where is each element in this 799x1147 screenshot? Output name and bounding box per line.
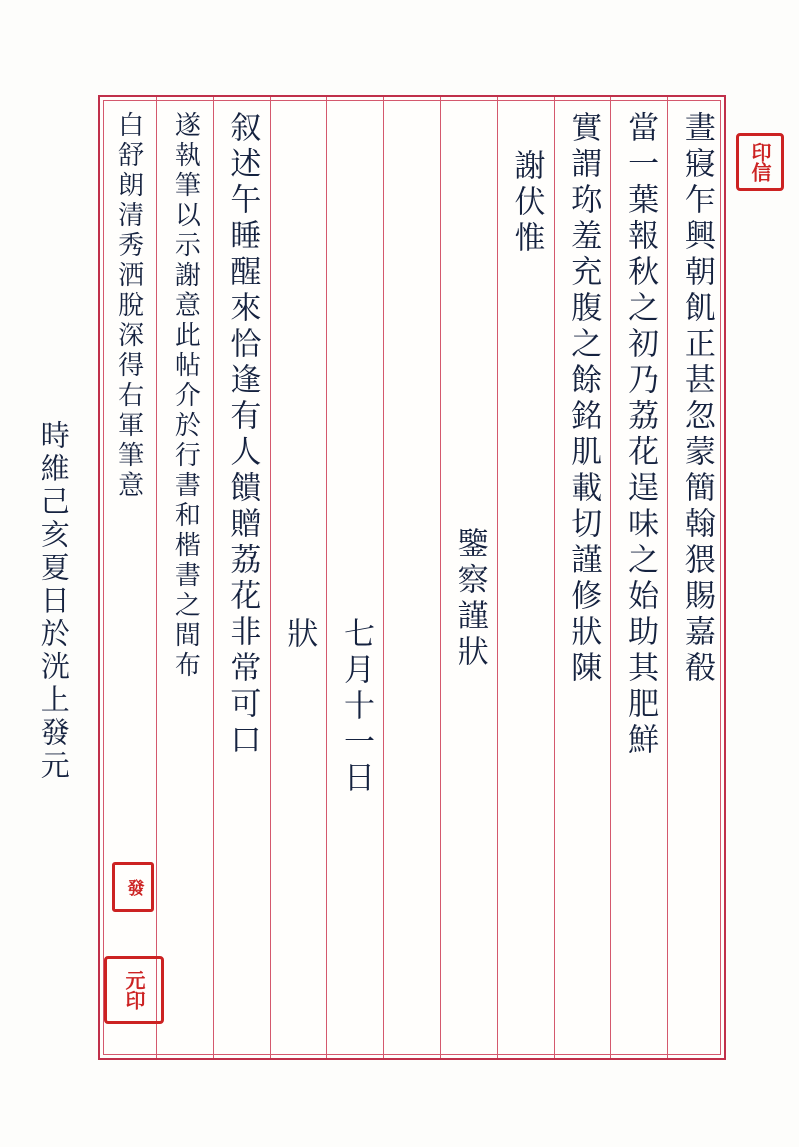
- column-3-text: 實謂珎羞充腹之餘銘肌載切謹修狀陳: [565, 111, 602, 687]
- column-10-text: 遂執筆以示謝意此帖介於行書和楷書之間布: [170, 111, 201, 681]
- column-7-text: 七月十一日: [338, 617, 375, 797]
- column-5-text: 鑒察謹狀: [451, 527, 488, 671]
- column-5: [440, 97, 497, 1058]
- column-1-text: 晝寢乍興朝飢正甚忽蒙簡翰猥賜嘉殽: [678, 111, 715, 687]
- column-2: [610, 97, 667, 1058]
- calligraphy-grid-frame: [98, 95, 726, 1060]
- column-8-status: [270, 97, 327, 1058]
- column-4: [497, 97, 554, 1058]
- colophon-line-1: 時維己亥夏日於洸上發元: [36, 420, 71, 783]
- column-8-text: 狀: [281, 617, 318, 653]
- column-4-text: 謝伏惟: [508, 149, 545, 257]
- column-9-text: 叙述午睡醒來恰逢有人饋贈荔花非常可口: [224, 111, 261, 759]
- column-2-text: 當一葉報秋之初乃荔花逞味之始助其肥鮮: [622, 111, 659, 759]
- column-3: [554, 97, 611, 1058]
- artist-seal-large-icon: [104, 956, 164, 1024]
- artist-seal-small-text: 發: [123, 878, 144, 896]
- artist-seal-small-icon: [112, 862, 154, 912]
- column-9: [213, 97, 270, 1058]
- column-11: [100, 97, 156, 1058]
- artist-seal-large-text: 元印: [122, 970, 146, 1010]
- column-6-blank: [383, 97, 440, 1058]
- column-1: [667, 97, 724, 1058]
- corner-seal-top-right-icon: [736, 133, 784, 191]
- colophon: [34, 420, 72, 980]
- corner-seal-top-right-text: 印信: [748, 142, 772, 182]
- column-7-date: [326, 97, 383, 1058]
- column-10: [156, 97, 213, 1058]
- column-11-text: 白舒朗清秀洒脫深得右軍筆意: [113, 111, 144, 501]
